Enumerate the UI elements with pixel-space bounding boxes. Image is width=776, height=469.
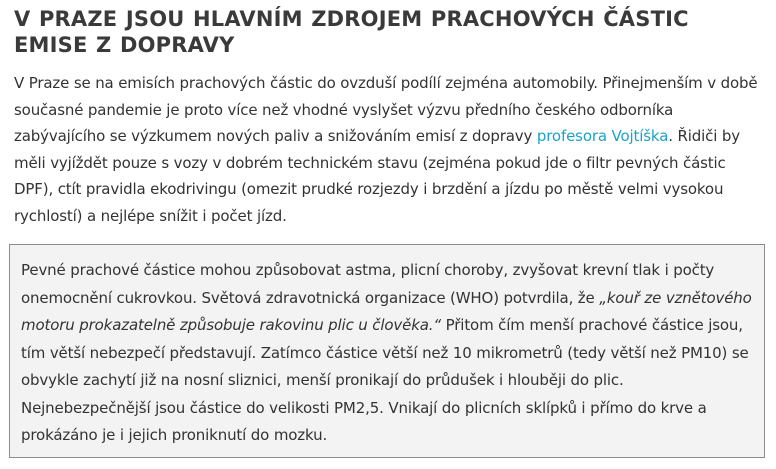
callout-text-end: Přitom čím menší prachové částice jsou, tím větší nebezpečí představují. Zatímco částice větší než 10 mikrometrů (tedy větší než PM10) se obvykle zachytí již na nosní sliznici, menší pronikají do průdušek i hlouběji do plic. Nejnebezpečnější jsou částice do velikosti PM2,5. Vnikají do plicních sklípků i přímo do krve a prokázáno je i jejich proniknutí do mozku. bbox=[21, 316, 749, 444]
article-title: V PRAZE JSOU HLAVNÍM ZDROJEM PRACHOVÝCH ČÁSTIC EMISE Z DOPRAVY bbox=[14, 7, 689, 57]
profesor-vojtisek-link[interactable]: profesora Vojtíška bbox=[536, 127, 669, 145]
callout-text-start: Pevné prachové částice mohou způsobovat astma, plicní choroby, zvyšovat krevní tlak i počty onemocnění cukrovkou. Světová zdravotnická organizace (WHO) potvrdila, že bbox=[21, 261, 715, 307]
who-quote: „kouř ze vznětového motoru prokazatelně způsobuje rakovinu plic u člověka.“ bbox=[21, 288, 752, 334]
intro-text-end: . Řidiči by měli vyjíždět pouze s vozy v dobrém technickém stavu (zejména pokud jde o filtr pevných částic DPF), ctít pravidla ekodrivingu (omezit prudké rozjezdy i brzdění a jízdu po městě velmi vysokou rychlostí) a nejlépe snížit i počet jízd. bbox=[14, 127, 740, 225]
health-info-box bbox=[9, 244, 765, 458]
intro-text-start: V Praze se na emisích prachových částic do ovzduší podílí zejména automobily. Přinejmenším v době současné pandemie je proto více než vhodné vyslyšet výzvu předního českého odborníka zabývajícího se výzkumem nových paliv a snižováním emisí z dopravy bbox=[14, 74, 758, 145]
intro-paragraph bbox=[14, 70, 768, 229]
